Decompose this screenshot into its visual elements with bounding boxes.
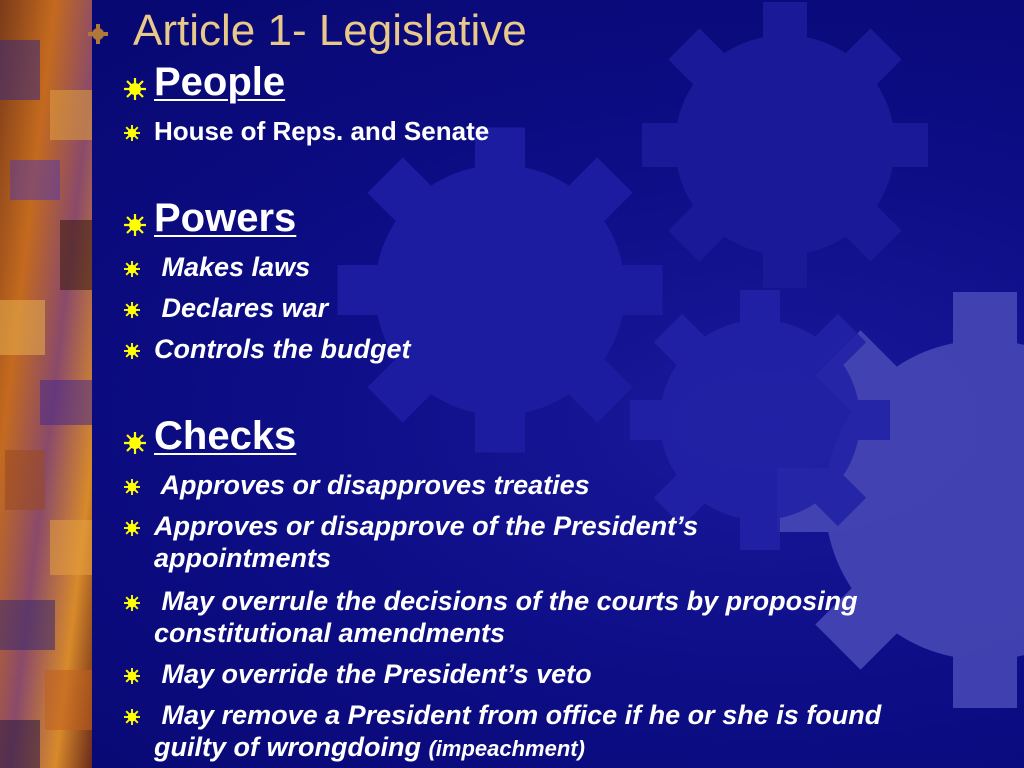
list-item-text: Controls the budget xyxy=(154,334,411,364)
starburst-bullet-icon xyxy=(124,510,154,536)
starburst-bullet-icon xyxy=(124,196,154,236)
list-item xyxy=(124,658,592,690)
starburst-bullet-icon xyxy=(124,699,154,725)
list-item-text: Makes laws xyxy=(154,252,311,282)
list-item xyxy=(124,585,894,649)
starburst-bullet-icon xyxy=(124,251,154,277)
starburst-bullet-icon xyxy=(124,292,154,318)
left-decorative-strip xyxy=(0,0,92,768)
list-item-text: Declares war xyxy=(154,293,329,323)
list-item-suffix: (impeachment) xyxy=(428,736,585,761)
list-item xyxy=(124,510,874,574)
section-heading-label: Powers xyxy=(154,196,297,240)
list-item xyxy=(124,251,310,283)
section-heading-people xyxy=(124,60,285,105)
section-heading-label: People xyxy=(154,60,286,104)
section-heading-label: Checks xyxy=(154,414,297,458)
slide-title: Article 1- Legislative xyxy=(133,6,527,55)
section-heading-powers xyxy=(124,196,296,241)
starburst-bullet-icon xyxy=(124,60,154,100)
list-item-text: Approves or disapproves treaties xyxy=(154,470,590,500)
list-item-text: May override the President’s veto xyxy=(154,659,592,689)
gear-icon xyxy=(642,2,928,288)
list-item-text: House of Reps. and Senate xyxy=(154,116,490,146)
gear-icon xyxy=(338,128,663,453)
list-item xyxy=(124,292,328,324)
list-item-text: May overrule the decisions of the courts by proposing constitutional amendments xyxy=(154,586,866,648)
list-item-text xyxy=(154,699,944,765)
section-heading-checks xyxy=(124,414,296,459)
starburst-bullet-icon xyxy=(124,115,154,141)
starburst-bullet-icon xyxy=(124,658,154,684)
starburst-bullet-icon xyxy=(124,585,154,611)
starburst-bullet-icon xyxy=(124,414,154,454)
list-item xyxy=(124,115,489,147)
list-item xyxy=(124,333,410,365)
list-item-text: Approves or disapprove of the President’s appointments xyxy=(154,511,699,573)
starburst-bullet-icon xyxy=(124,469,154,495)
list-item xyxy=(124,699,944,765)
list-item xyxy=(124,469,590,501)
gear-icon xyxy=(88,24,108,44)
list-item-main: May remove a President from office if he or she is found guilty of wrongdoing xyxy=(154,700,889,762)
starburst-bullet-icon xyxy=(124,333,154,359)
